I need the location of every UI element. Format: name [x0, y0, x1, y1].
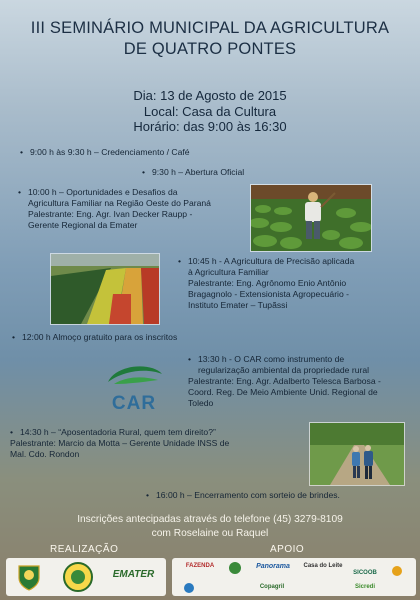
apoio-label: APOIO [270, 544, 305, 555]
event-info [0, 88, 420, 135]
title-line-2: DE QUATRO PONTES [123, 40, 297, 58]
registration-phone: Inscrições antecipadas através do telefone (45) 3279-8109 [77, 514, 343, 525]
schedule-item-8: • 16:00 h – Encerramento com sorteio de brindes. [146, 490, 340, 500]
bullet-icon: • [20, 147, 24, 157]
sun-logo-icon [384, 564, 410, 578]
bullet-icon: • [188, 354, 192, 364]
sicoob-logo: SICOOB [353, 570, 377, 576]
copagril-logo: Copagril [259, 584, 285, 590]
round-emblem-icon [178, 582, 200, 594]
farmer-field-photo [250, 184, 372, 252]
title-line-1: III SEMINÁRIO MUNICIPAL DA AGRICULTURA [30, 19, 390, 37]
apoio-logos [172, 558, 416, 596]
bullet-icon: • [18, 187, 22, 197]
car-leaf-icon [100, 360, 168, 390]
page-title [0, 18, 420, 60]
event-location: Local: Casa da Cultura [143, 103, 277, 119]
casa-do-leite-logo: Casa do Leite [303, 563, 343, 569]
schedule-item-6: • 13:30 h - O CAR como instrumento de regularização ambiental da propriedade rural Palestrante: Eng. Agr. Adalberto Telesca Barbosa - Coord. Reg. De Meio Ambiente Unid. Regional de Toledo [188, 354, 381, 408]
registration-contacts: com Roselaine ou Raquel [151, 528, 269, 539]
fazenda-logo: FAZENDA [185, 563, 215, 569]
event-time: Horário: das 9:00 às 16:30 [133, 119, 287, 134]
bullet-icon: • [12, 332, 16, 342]
bullet-icon: • [10, 427, 14, 437]
schedule-item-3: • 10:00 h – Oportunidades e Desafios da Agricultura Familiar na Região Oeste do Paraná Palestrante: Eng. Agr. Ivan Decker Raupp - Gerente Regional da Emater [18, 187, 211, 230]
bullet-icon: • [146, 490, 150, 500]
secretaria-seal-icon [61, 561, 95, 593]
schedule-item-4: • 10:45 h - A Agricultura de Precisão aplicada à Agricultura Familiar Palestrante: Eng. Agrônomo Enio Antônio Bragagnolo - Extensionista Agropecuário - Instituto Emater – Tupãssi [178, 256, 355, 310]
panorama-logo: Panorama [256, 563, 290, 570]
bullet-icon: • [178, 256, 182, 266]
schedule-item-7: • 14:30 h – “Aposentadoria Rural, quem tem direito?” Palestrante: Marcio da Motta – Gerente Unidade INSS de Mal. Cdo. Rondon [10, 427, 230, 459]
car-logo-text: CAR [111, 393, 157, 414]
schedule-item-1: • 9:00 h às 9:30 h – Credenciamento / Café [20, 147, 190, 157]
sicredi-logo: Sicredi [354, 584, 375, 590]
realizacao-label: REALIZAÇÃO [50, 544, 119, 555]
realizacao-logos [6, 558, 166, 596]
event-date: Dia: 13 de Agosto de 2015 [133, 88, 287, 103]
municipality-crest-icon [16, 562, 42, 592]
bullet-icon: • [142, 167, 146, 177]
cooperative-icon [224, 561, 246, 575]
emater-logo: EMATER [112, 569, 155, 580]
car-logo [100, 360, 168, 416]
elderly-couple-photo [309, 422, 405, 486]
schedule-item-2: • 9:30 h – Abertura Oficial [142, 167, 245, 177]
schedule-item-5: • 12:00 h Almoço gratuito para os inscritos [12, 332, 178, 342]
precision-agriculture-photo [50, 253, 160, 325]
